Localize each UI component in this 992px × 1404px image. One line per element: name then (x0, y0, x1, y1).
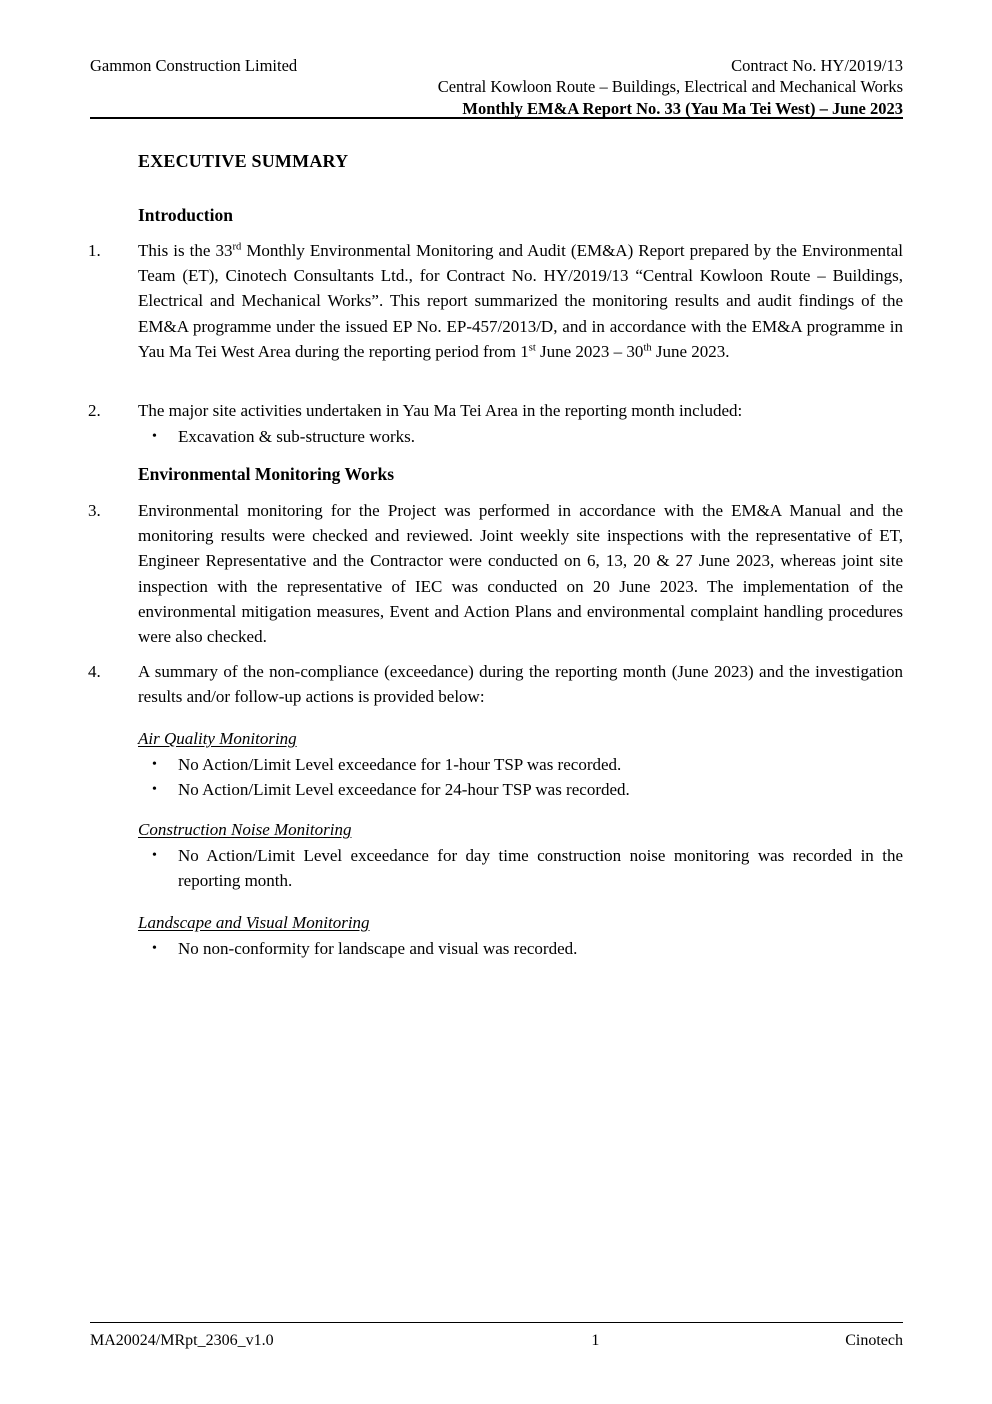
construction-noise-bullet-list (152, 843, 903, 893)
list-item (152, 424, 903, 449)
numbered-paragraph-2 (88, 398, 903, 423)
paragraph-number: 4. (88, 662, 101, 681)
section-heading-environmental-monitoring-works: Environmental Monitoring Works (138, 464, 395, 484)
header-contract-number: Contract No. HY/2019/13 (731, 56, 903, 75)
paragraph-1-segment-3: June 2023 – 30 (535, 341, 644, 361)
list-item-label: No Action/Limit Level exceedance for 1-hour TSP was recorded. (178, 755, 622, 774)
paragraph-1-segment-4: June 2023. (651, 341, 730, 361)
section-heading-introduction: Introduction (138, 205, 233, 225)
subheading-construction-noise-monitoring: Construction Noise Monitoring (138, 820, 352, 839)
bullet-dot-icon: • (152, 782, 157, 798)
page-title: EXECUTIVE SUMMARY (138, 151, 349, 171)
list-item-label: No non-conformity for landscape and visual was recorded. (178, 939, 578, 958)
list-item (152, 936, 903, 961)
paragraph-number: 3. (88, 501, 101, 520)
paragraph-text: A summary of the non-compliance (exceedance) during the reporting month (June 2023) and the investigation results and/or follow-up actions is provided below: (138, 662, 903, 707)
ordinal-suffix-1st: st (528, 342, 536, 354)
header-top-row (90, 55, 903, 76)
footer-document-reference: MA20024/MRpt_2306_v1.0 (90, 1332, 274, 1349)
list-item-label: No Action/Limit Level exceedance for 24-hour TSP was recorded. (178, 780, 630, 800)
bullet-dot-icon: • (152, 848, 157, 863)
header-divider-rule (90, 117, 903, 119)
footer-page-number: 1 (591, 1332, 600, 1349)
paragraph-number: 1. (88, 241, 101, 260)
list-item (152, 843, 903, 893)
landscape-visual-bullet-list (152, 936, 903, 961)
bullet-dot-icon: • (152, 429, 157, 444)
list-item-label: No Action/Limit Level exceedance for day time construction noise monitoring was recorded in the reporting month. (178, 846, 903, 891)
header-company-name: Gammon Construction Limited (90, 56, 298, 75)
header-project-title: Central Kowloon Route – Buildings, Electrical and Mechanical Works (437, 77, 903, 96)
list-item (152, 777, 903, 802)
header-report-title: Monthly EM&A Report No. 33 (Yau Ma Tei West) – June 2023 (462, 99, 903, 118)
paragraph-number: 2. (88, 401, 101, 420)
numbered-paragraph-4 (88, 659, 903, 709)
numbered-paragraph-3 (88, 498, 903, 649)
bullet-dot-icon: • (152, 941, 157, 956)
site-activities-bullet-list (152, 424, 903, 449)
list-item (152, 752, 903, 777)
paragraph-text (138, 238, 903, 364)
footer-consultant-name: Cinotech (845, 1332, 903, 1349)
ordinal-suffix-33rd: rd (232, 241, 242, 253)
list-item-label: Excavation & sub-structure works. (178, 427, 415, 446)
running-header (90, 55, 903, 120)
paragraph-1-segment-2: Monthly Environmental Monitoring and Audit (EM&A) Report prepared by the Environmental Team (ET), Cinotech Consultants Ltd., for Contract No. HY/2019/13 “Central Kowloon Route – Buildings, Electrical and Mechanical Works”. This report summarized the monitoring results and audit findings of the EM&A programme under the issued EP No. EP-457/2013/D, and in accordance with the EM&A programme in Yau Ma Tei West Area during the reporting period from 1 (138, 241, 903, 361)
footer-divider-rule (90, 1322, 903, 1323)
ordinal-suffix-30th: th (643, 342, 652, 354)
subheading-air-quality-monitoring: Air Quality Monitoring (138, 729, 297, 748)
paragraph-text: Environmental monitoring for the Project was performed in accordance with the EM&A Manual and the monitoring results were checked and reviewed. Joint weekly site inspections with the representative of ET, Engineer Representative and the Contractor were conducted on 6, 13, 20 & 27 June 2023, whereas joint site inspection with the representative of IEC was conducted on 20 June 2023. The implementation of the environmental mitigation measures, Event and Action Plans and environmental complaint handling procedures were also checked. (138, 501, 903, 647)
subheading-landscape-and-visual-monitoring: Landscape and Visual Monitoring (138, 913, 370, 932)
numbered-paragraph-1 (88, 238, 903, 364)
running-footer (90, 1330, 903, 1352)
paragraph-1-segment-1: This is the 33 (138, 241, 233, 260)
air-quality-bullet-list (152, 752, 903, 802)
bullet-dot-icon: • (152, 757, 157, 772)
paragraph-text: The major site activities undertaken in Yau Ma Tei Area in the reporting month included: (138, 401, 743, 420)
